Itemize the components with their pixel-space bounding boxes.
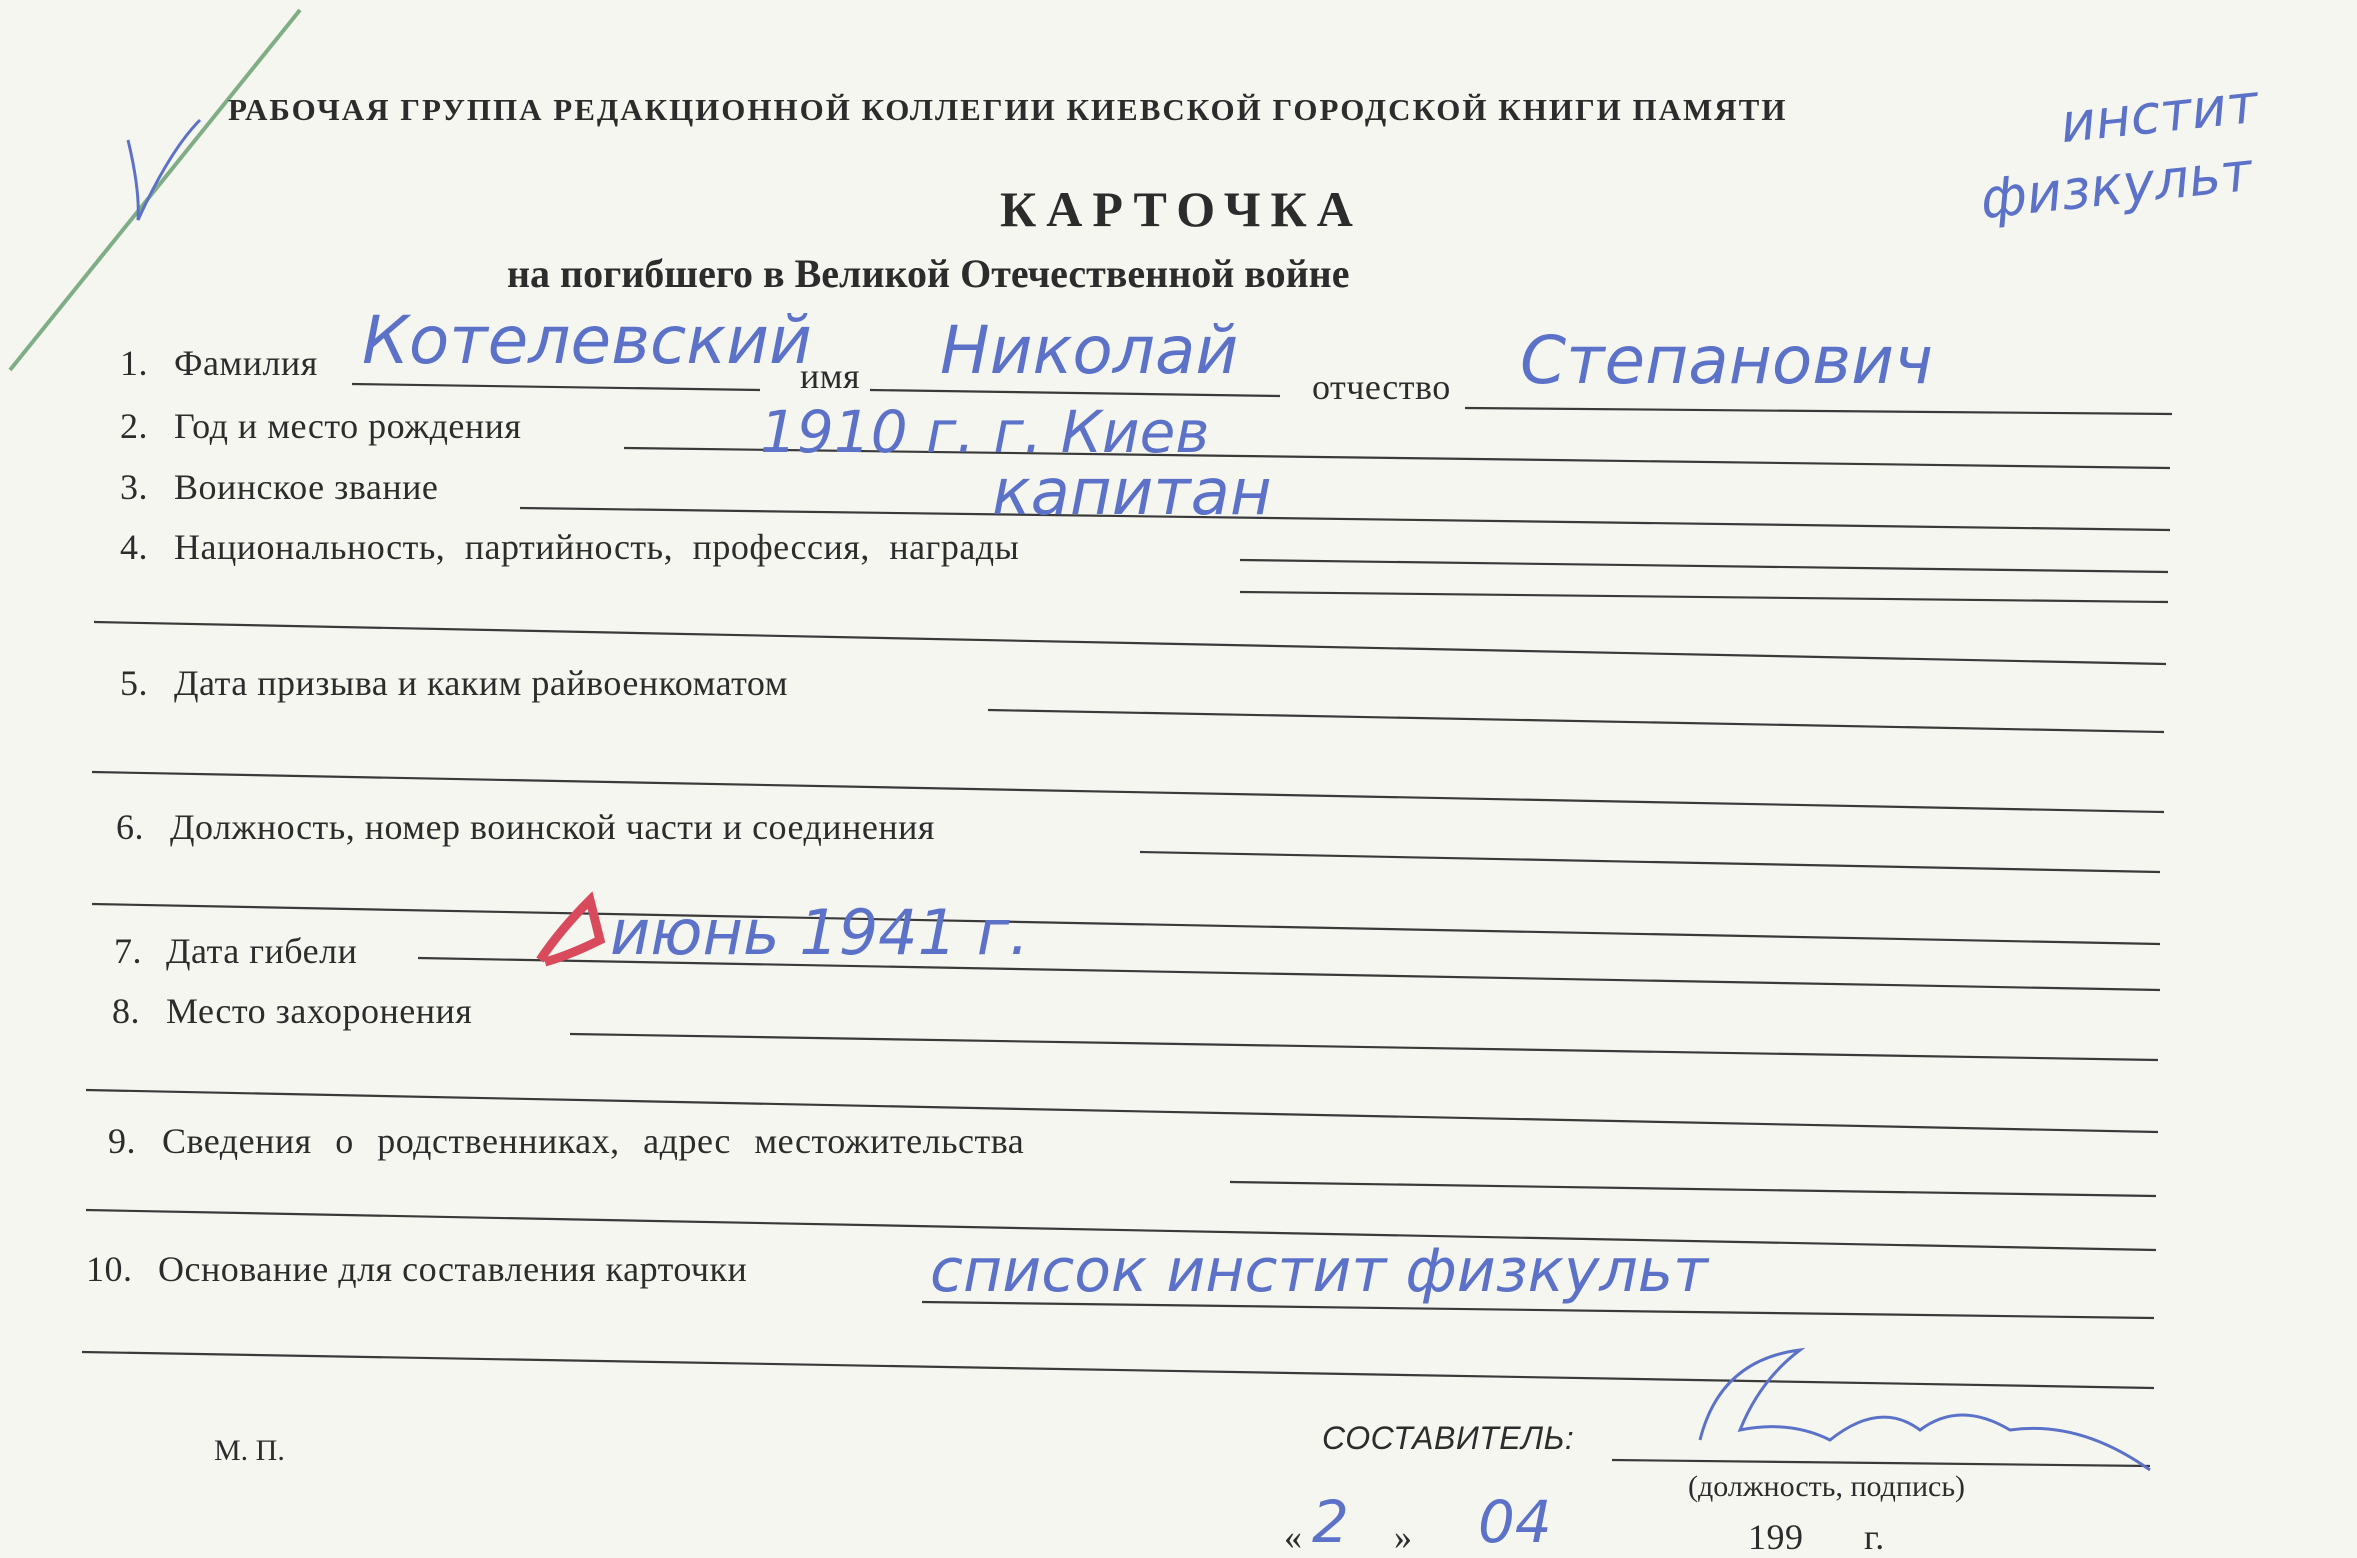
patronymic-line <box>1465 408 2172 414</box>
date-quote-close: » <box>1394 1517 1413 1557</box>
handwritten-corner-note-1: инстит <box>2057 71 2261 156</box>
handwritten-date-month: 04 <box>1478 1488 1552 1556</box>
field-4-number: 4. <box>120 527 148 567</box>
position-signature-label: (должность, подпись) <box>1688 1470 1966 1503</box>
compiler-line <box>1612 1460 2150 1466</box>
field-1-number: 1. <box>120 343 148 383</box>
year-prefix: 199 <box>1748 1517 1804 1557</box>
check-mark-icon <box>128 120 200 220</box>
field-4-label: Национальность, партийность, профессия, награды <box>174 527 1020 567</box>
awards-line-2 <box>94 622 2166 664</box>
year-suffix: г. <box>1864 1517 1885 1557</box>
relatives-line <box>1230 1182 2156 1196</box>
pencil-stroke <box>10 10 300 370</box>
field-3-number: 3. <box>120 467 148 507</box>
date-quote-open: « <box>1284 1517 1303 1557</box>
seal-label: М. П. <box>214 1434 285 1467</box>
name-label: имя <box>800 356 861 396</box>
organization-header: РАБОЧАЯ ГРУППА РЕДАКЦИОННОЙ КОЛЛЕГИИ КИЕВСКОЙ ГОРОДСКОЙ КНИГИ ПАМЯТИ <box>228 92 1788 127</box>
patronymic-label: отчество <box>1312 367 1451 407</box>
field-2-label: Год и место рождения <box>174 406 522 446</box>
handwritten-death-date: июнь 1941 г. <box>610 896 1030 969</box>
handwritten-birth: 1910 г. г. Киев <box>760 398 1210 466</box>
awards-line <box>1240 592 2168 602</box>
card-subtitle: на погибшего в Великой Отечественной войне <box>507 251 1350 296</box>
extra-line-3 <box>1240 560 2168 572</box>
handwritten-corner-note-2: физкульт <box>1977 139 2255 232</box>
field-8-number: 8. <box>112 991 140 1031</box>
field-1-label: Фамилия <box>174 343 318 383</box>
field-10-label: Основание для составления карточки <box>158 1249 748 1289</box>
field-2-number: 2. <box>120 406 148 446</box>
unit-line <box>1140 852 2160 872</box>
field-9-number: 9. <box>108 1121 136 1161</box>
handwritten-first-name: Николай <box>940 312 1239 389</box>
field-3-label: Воинское звание <box>174 467 439 507</box>
field-6-label: Должность, номер воинской части и соединения <box>170 807 935 847</box>
burial-line <box>570 1034 2158 1060</box>
first-name-line <box>870 390 1280 396</box>
draft-line <box>988 710 2164 732</box>
handwritten-rank: капитан <box>992 456 1272 530</box>
field-7-label: Дата гибели <box>166 931 358 971</box>
field-7-number: 7. <box>114 931 142 971</box>
unit-line-2 <box>92 904 2160 944</box>
handwritten-date-day: 2 <box>1312 1488 1349 1556</box>
red-mark <box>540 900 600 962</box>
field-6-number: 6. <box>116 807 144 847</box>
handwritten-patronymic: Степанович <box>1520 322 1934 399</box>
surname-line <box>352 384 760 390</box>
compiler-label: СОСТАВИТЕЛЬ: <box>1322 1420 1575 1456</box>
field-5-label: Дата призыва и каким райвоенкоматом <box>174 663 789 703</box>
card-title: КАРТОЧКА <box>1000 181 1363 237</box>
field-9-label: Сведения о родственниках, адрес местожительства <box>162 1121 1025 1161</box>
field-8-label: Место захоронения <box>166 991 473 1031</box>
field-5-number: 5. <box>120 663 148 703</box>
field-10-number: 10. <box>86 1249 133 1289</box>
handwritten-basis: список инстит физкульт <box>930 1236 1709 1306</box>
handwritten-surname: Котелевский <box>362 302 812 379</box>
